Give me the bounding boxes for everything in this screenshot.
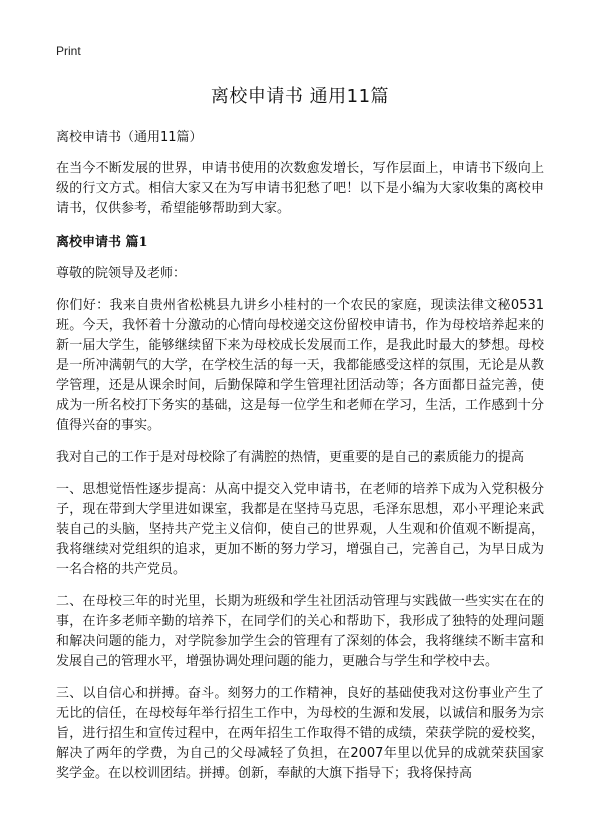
body-paragraph-4: 二、在母校三年的时光里，长期为班级和学生社团活动管理与实践做一些实实在在的事，在许多老师辛勤的培养下，在同学们的关心和帮助下，我形成了独特的处理问题和解决问题的能力，对学院参加学生会的管理有了深刻的体会，我将继续不断丰富和发展自己的管理水平，增强协调处理问题的能力，更融合与学生和学校中去。 bbox=[56, 594, 544, 669]
body-paragraph-5: 三、以自信心和拼搏。奋斗。刻努力的工作精神，良好的基础使我对这份事业产生了无比的信任，在母校每年举行招生工作中，为母校的生源和发展，以诚信和服务为宗旨，进行招生和宣传过程中，在两年招生工作取得不错的成绩，荣获学院的爱校奖，解决了两年的学费，为自己的父母减轻了负担，在2007年里以优异的成就荣获国家奖学金。在以校训团结。拼搏。创新，奉献的大旗下指导下；我将保持高 bbox=[56, 686, 544, 781]
intro-paragraph: 在当今不断发展的世界，申请书使用的次数愈发增长，写作层面上，申请书下级向上级的行文方式。相信大家又在为写申请书犯愁了吧！以下是小编为大家收集的离校申请书，仅供参考，希望能够帮助到大家。 bbox=[56, 161, 544, 216]
section-heading: 离校申请书 篇1 bbox=[56, 235, 148, 250]
print-link[interactable]: Print bbox=[56, 44, 81, 58]
document-subtitle: 离校申请书（通用11篇） bbox=[56, 130, 203, 145]
body-paragraph-1: 你们好：我来自贵州省松桃县九讲乡小桂村的一个农民的家庭，现读法律文秘0531班。今天，我怀着十分激动的心情向母校递交这份留校申请书，作为母校培养起来的新一届大学生，能够继续留下来为母校成长发展而工作，是我此时最大的梦想。母校是一所冲满朝气的大学，在学校生活的每一天，我都能感受这样的氛围，无论是从教学管理，还是从课余时间，后勤保障和学生管理社团活动等；各方面都日益完善，使成为一所名校打下务实的基础，这是每一位学生和老师在学习，生活，工作感到十分值得兴奋的事实。 bbox=[56, 298, 544, 433]
greeting-paragraph: 尊敬的院领导及老师： bbox=[56, 266, 187, 281]
body-paragraph-3: 一、思想觉悟性逐步提高：从高中提交入党申请书，在老师的培养下成为入党积极分子，现在带到大学里进如课室，我都是在坚持马克思，毛泽东思想，邓小平理论来武装自己的头脑，坚持共产党主义信仰，使自己的世界观，人生观和价值观不断提高，我将继续对党组织的追求，更加不断的努力学习，增强自己，完善自己，为早日成为一名合格的共产党员。 bbox=[56, 482, 544, 577]
body-paragraph-2: 我对自己的工作于是对母校除了有满腔的热情，更重要的是自己的素质能力的提高 bbox=[56, 450, 525, 465]
page-title: 离校申请书 通用11篇 bbox=[210, 86, 390, 107]
